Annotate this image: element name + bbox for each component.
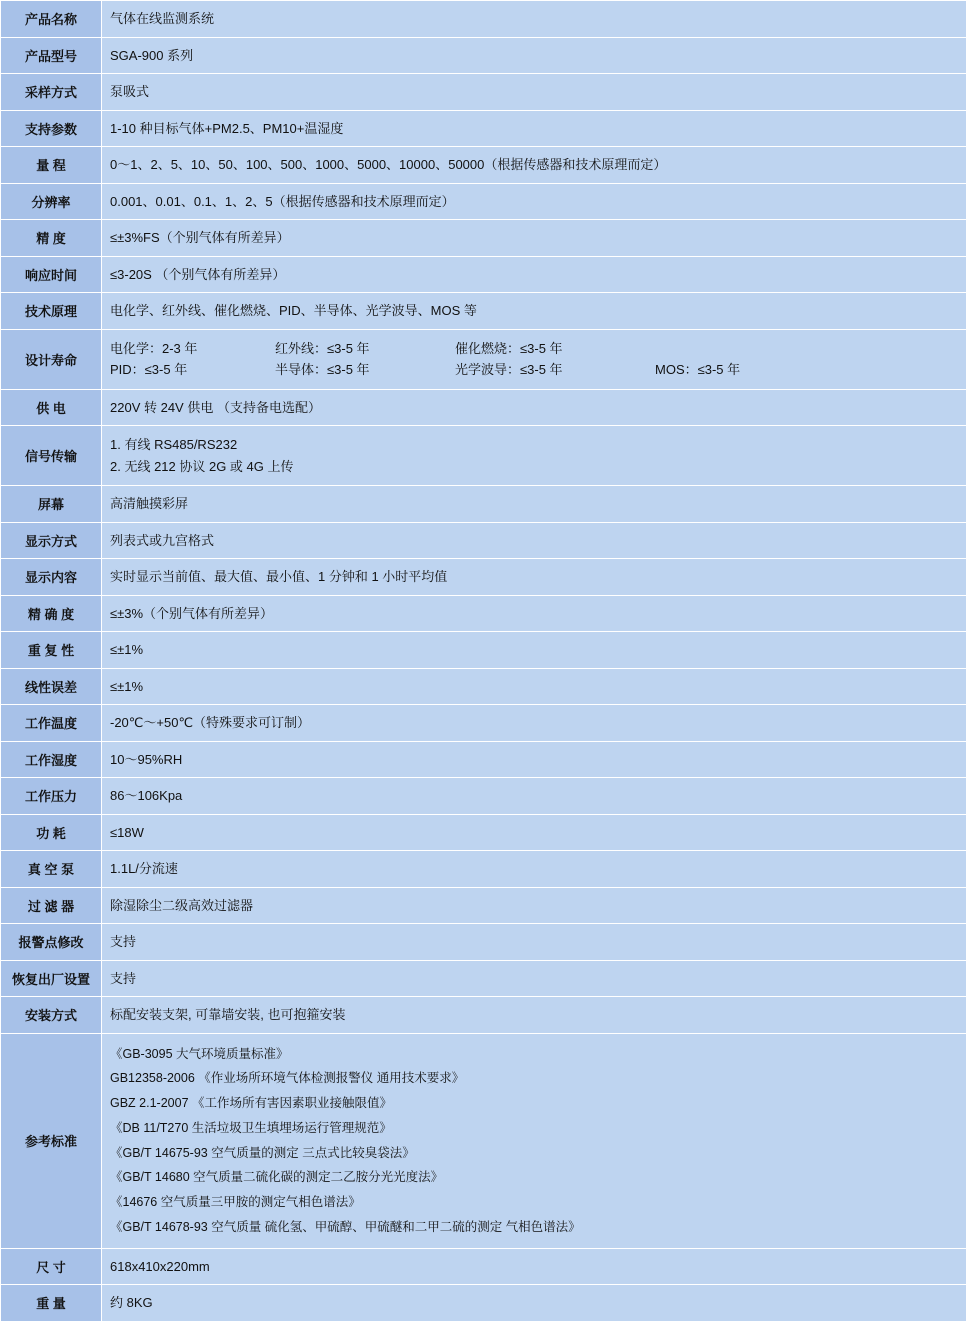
row-label-response-time: 响应时间 xyxy=(1,256,102,293)
reference-item: 《14676 空气质量三甲胺的测定气相色谱法》 xyxy=(110,1195,361,1209)
table-row xyxy=(1,559,967,596)
row-value-power-supply: 220V 转 24V 供电 （支持备电选配） xyxy=(102,389,967,426)
table-row xyxy=(1,486,967,523)
table-row xyxy=(1,220,967,257)
row-value-screen: 高清触摸彩屏 xyxy=(102,486,967,523)
row-value-resolution: 0.001、0.01、0.1、1、2、5（根据传感器和技术原理而定） xyxy=(102,183,967,220)
row-value-working-humidity: 10～95%RH xyxy=(102,741,967,778)
row-label-signal-transmission: 信号传输 xyxy=(1,426,102,486)
table-row-design-life xyxy=(1,329,967,389)
table-row xyxy=(1,37,967,74)
table-row xyxy=(1,522,967,559)
row-value-factory-reset: 支持 xyxy=(102,960,967,997)
row-label-power-consumption: 功 耗 xyxy=(1,814,102,851)
row-value-display-mode: 列表式或九宫格式 xyxy=(102,522,967,559)
row-label-design-life: 设计寿命 xyxy=(1,329,102,389)
reference-item: 《GB-3095 大气环境质量标准》 xyxy=(110,1046,289,1061)
table-row xyxy=(1,887,967,924)
table-row xyxy=(1,632,967,669)
row-value-supported-params: 1-10 种目标气体+PM2.5、PM10+温湿度 xyxy=(102,110,967,147)
row-label-technical-principle: 技术原理 xyxy=(1,293,102,330)
row-label-display-mode: 显示方式 xyxy=(1,522,102,559)
row-value-response-time: ≤3-20S （个别气体有所差异） xyxy=(102,256,967,293)
row-label-repeatability: 重 复 性 xyxy=(1,632,102,669)
row-value-sampling-method: 泵吸式 xyxy=(102,74,967,111)
table-row xyxy=(1,1248,967,1285)
design-life-pid: PID：≤3-5 年 xyxy=(110,362,188,377)
row-label-display-content: 显示内容 xyxy=(1,559,102,596)
design-life-electrochemical: 电化学：2-3 年 xyxy=(110,340,198,356)
table-row xyxy=(1,705,967,742)
table-row xyxy=(1,814,967,851)
table-row xyxy=(1,256,967,293)
signal-line-wired: 1. 有线 RS485/RS232 xyxy=(110,437,238,452)
row-value-working-pressure: 86～106Kpa xyxy=(102,778,967,815)
row-label-filter: 过 滤 器 xyxy=(1,887,102,924)
row-label-dimensions: 尺 寸 xyxy=(1,1248,102,1285)
row-label-working-temperature: 工作温度 xyxy=(1,705,102,742)
row-label-weight: 重 量 xyxy=(1,1285,102,1322)
design-life-infrared: 红外线：≤3-5 年 xyxy=(275,340,370,356)
row-value-precision: ≤±3%（个别气体有所差异） xyxy=(102,595,967,632)
table-row xyxy=(1,595,967,632)
row-label-linearity-error: 线性误差 xyxy=(1,668,102,705)
design-life-semiconductor: 半导体：≤3-5 年 xyxy=(275,362,370,377)
table-row xyxy=(1,74,967,111)
row-label-alarm-point-modify: 报警点修改 xyxy=(1,924,102,961)
table-row-signal xyxy=(1,426,967,486)
row-label-installation-method: 安装方式 xyxy=(1,997,102,1034)
table-row xyxy=(1,1,967,38)
row-value-repeatability: ≤±1% xyxy=(102,632,967,669)
table-row xyxy=(1,741,967,778)
row-label-product-model: 产品型号 xyxy=(1,37,102,74)
row-label-sampling-method: 采样方式 xyxy=(1,74,102,111)
signal-line-wireless: 2. 无线 212 协议 2G 或 4G 上传 xyxy=(110,458,294,474)
row-value-range: 0～1、2、5、10、50、100、500、1000、5000、10000、50000（根据传感器和技术原理而定） xyxy=(102,147,967,184)
row-value-weight: 约 8KG xyxy=(102,1285,967,1322)
row-value-technical-principle: 电化学、红外线、催化燃烧、PID、半导体、光学波导、MOS 等 xyxy=(102,293,967,330)
reference-item: 《GB/T 14675-93 空气质量的测定 三点式比较臭袋法》 xyxy=(110,1145,415,1160)
table-row xyxy=(1,997,967,1034)
table-row xyxy=(1,668,967,705)
row-label-factory-reset: 恢复出厂设置 xyxy=(1,960,102,997)
row-value-product-model: SGA-900 系列 xyxy=(102,37,967,74)
row-value-vacuum-pump: 1.1L/分流速 xyxy=(102,851,967,888)
row-value-linearity-error: ≤±1% xyxy=(102,668,967,705)
row-value-display-content: 实时显示当前值、最大值、最小值、1 分钟和 1 小时平均值 xyxy=(102,559,967,596)
row-value-power-consumption: ≤18W xyxy=(102,814,967,851)
table-row xyxy=(1,778,967,815)
table-row xyxy=(1,1285,967,1322)
row-value-reference-standards xyxy=(102,1033,967,1248)
row-value-dimensions: 618x410x220mm xyxy=(102,1248,967,1285)
row-value-alarm-point-modify: 支持 xyxy=(102,924,967,961)
row-label-power-supply: 供 电 xyxy=(1,389,102,426)
table-row xyxy=(1,183,967,220)
row-value-working-temperature: -20℃～+50℃（特殊要求可订制） xyxy=(102,705,967,742)
row-value-accuracy: ≤±3%FS（个别气体有所差异） xyxy=(102,220,967,257)
reference-item: GB12358-2006 《作业场所环境气体检测报警仪 通用技术要求》 xyxy=(110,1071,465,1086)
row-label-precision: 精 确 度 xyxy=(1,595,102,632)
design-life-mos: MOS：≤3-5 年 xyxy=(655,362,741,377)
reference-item: 《DB 11/T270 生活垃圾卫生填埋场运行管理规范》 xyxy=(110,1120,392,1135)
table-row xyxy=(1,293,967,330)
row-value-installation-method: 标配安装支架, 可靠墙安装, 也可抱箍安装 xyxy=(102,997,967,1034)
row-label-screen: 屏幕 xyxy=(1,486,102,523)
row-label-reference-standards: 参考标准 xyxy=(1,1033,102,1248)
table-row xyxy=(1,960,967,997)
design-life-optical-waveguide: 光学波导：≤3-5 年 xyxy=(455,362,563,377)
row-label-working-pressure: 工作压力 xyxy=(1,778,102,815)
table-row xyxy=(1,851,967,888)
table-row xyxy=(1,110,967,147)
row-value-design-life xyxy=(102,329,967,389)
row-label-range: 量 程 xyxy=(1,147,102,184)
table-row-reference xyxy=(1,1033,967,1248)
row-label-vacuum-pump: 真 空 泵 xyxy=(1,851,102,888)
row-label-resolution: 分辨率 xyxy=(1,183,102,220)
table-row xyxy=(1,389,967,426)
row-label-working-humidity: 工作湿度 xyxy=(1,741,102,778)
design-life-catalytic: 催化燃烧：≤3-5 年 xyxy=(455,340,563,356)
row-value-signal-transmission xyxy=(102,426,967,486)
row-label-product-name: 产品名称 xyxy=(1,1,102,38)
row-label-accuracy: 精 度 xyxy=(1,220,102,257)
row-label-supported-params: 支持参数 xyxy=(1,110,102,147)
row-value-filter: 除湿除尘二级高效过滤器 xyxy=(102,887,967,924)
reference-item: GBZ 2.1-2007 《工作场所有害因素职业接触限值》 xyxy=(110,1096,392,1110)
table-row xyxy=(1,924,967,961)
reference-item: 《GB/T 14678-93 空气质量 硫化氢、甲硫醇、甲硫醚和二甲二硫的测定 气相色谱法》 xyxy=(110,1219,581,1234)
reference-item: 《GB/T 14680 空气质量二硫化碳的测定二乙胺分光光度法》 xyxy=(110,1170,444,1185)
row-value-product-name: 气体在线监测系统 xyxy=(102,1,967,38)
table-row xyxy=(1,147,967,184)
